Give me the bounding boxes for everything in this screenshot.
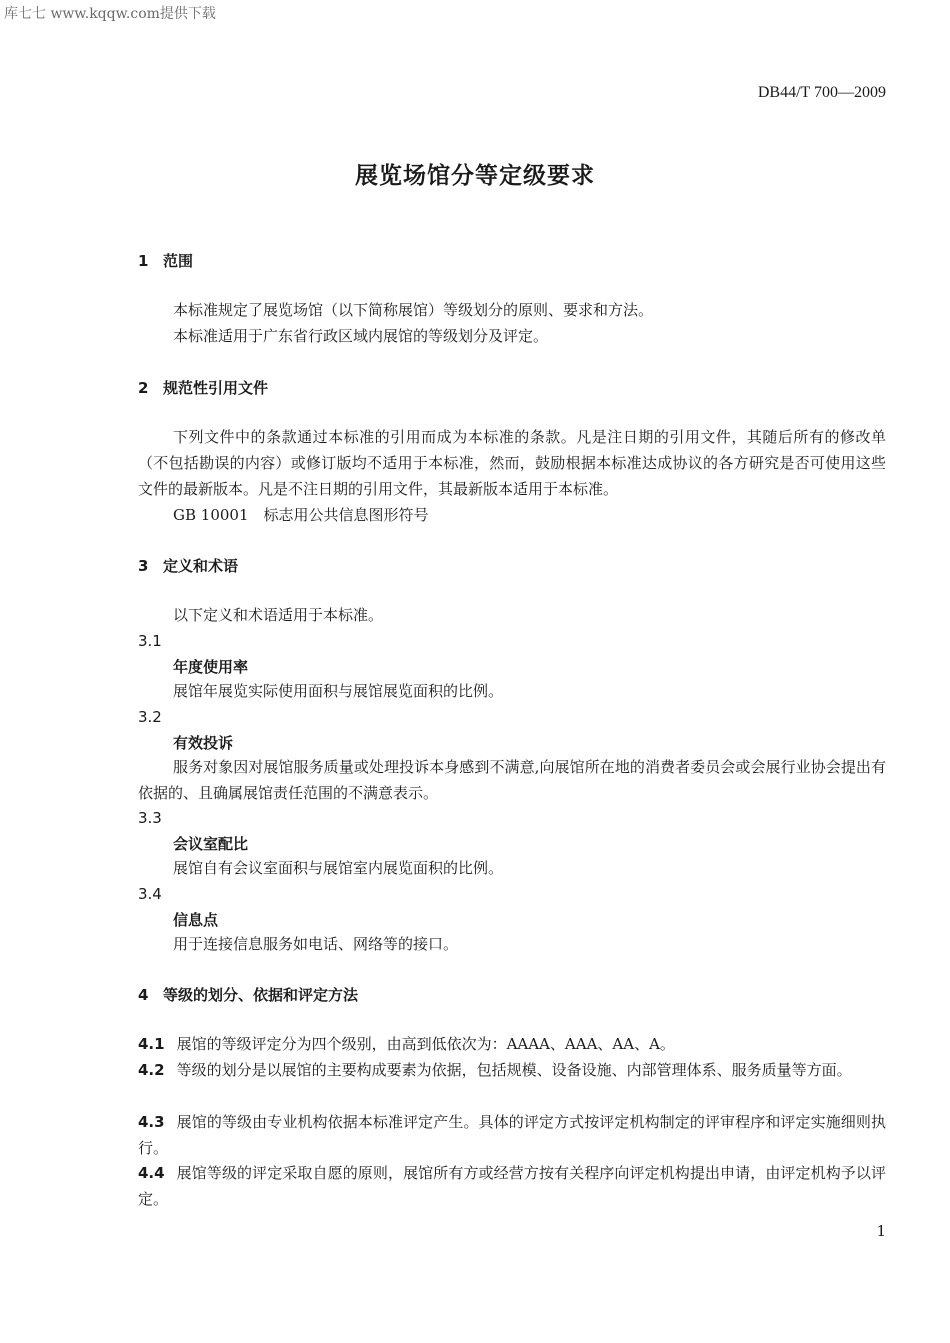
- term-number: 3.2: [138, 708, 162, 726]
- section-title: 范围: [163, 252, 194, 270]
- clause-4-4: [138, 1160, 886, 1212]
- clause-number: 4.1: [138, 1035, 165, 1053]
- term-definition: 展馆自有会议室面积与展馆室内展览面积的比例。: [173, 859, 504, 877]
- term-number: 3.1: [138, 632, 162, 650]
- section-title: 等级的划分、依据和评定方法: [163, 986, 359, 1004]
- page-number: 1: [876, 1222, 886, 1240]
- term-name: 有效投诉: [173, 734, 234, 752]
- clause-4-3: [138, 1109, 886, 1161]
- term-name: 会议室配比: [173, 835, 249, 853]
- term-definition: 展馆年展览实际使用面积与展馆展览面积的比例。: [173, 682, 504, 700]
- term-name: 年度使用率: [173, 658, 249, 676]
- section-number: 3: [138, 557, 149, 575]
- clause-text: 等级的划分是以展馆的主要构成要素为依据，包括规模、设备设施、内部管理体系、服务质量等方面。: [176, 1061, 852, 1079]
- term-definition: 服务对象因对展馆服务质量或处理投诉本身感到不满意,向展馆所在地的消费者委员会或会展行业协会提出有依据的、且确属展馆责任范围的不满意表示。: [138, 758, 886, 802]
- section-2-paragraph: 下列文件中的条款通过本标准的引用而成为本标准的条款。凡是注日期的引用文件，其随后所有的修改单（不包括勘误的内容）或修订版均不适用于本标准，然而，鼓励根据本标准达成协议的各方研究是否可使用这些文件的最新版本。凡是不注日期的引用文件，其最新版本适用于本标准。: [138, 428, 886, 498]
- section-title: 定义和术语: [163, 557, 239, 575]
- clause-4-2: [138, 1057, 886, 1083]
- section-heading-3: [138, 555, 238, 576]
- clause-number: 4.4: [138, 1164, 165, 1182]
- clause-text: 展馆的等级评定分为四个级别，由高到低依次为：AAAA、AAA、AA、A。: [176, 1035, 675, 1053]
- section-1-paragraph-2: 本标准适用于广东省行政区域内展馆的等级划分及评定。: [173, 327, 549, 345]
- clause-4-1: [138, 1031, 886, 1057]
- section-heading-4: [138, 984, 358, 1005]
- section-3-intro: 以下定义和术语适用于本标准。: [173, 606, 384, 624]
- clause-text: 展馆的等级由专业机构依据本标准评定产生。具体的评定方式按评定机构制定的评审程序和评定实施细则执行。: [138, 1113, 886, 1157]
- page-title: 展览场馆分等定级要求: [355, 163, 595, 189]
- section-1-paragraph-1: 本标准规定了展览场馆（以下简称展馆）等级划分的原则、要求和方法。: [173, 301, 654, 319]
- term-name: 信息点: [173, 911, 219, 929]
- section-number: 4: [138, 986, 149, 1004]
- section-heading-2: [138, 377, 268, 398]
- watermark-text: 库七七 www.kqqw.com提供下载: [4, 6, 216, 22]
- term-definition: 用于连接信息服务如电话、网络等的接口。: [173, 935, 459, 953]
- section-title: 规范性引用文件: [163, 379, 269, 397]
- clause-text: 展馆等级的评定采取自愿的原则，展馆所有方或经营方按有关程序向评定机构提出申请，由评定机构予以评定。: [138, 1164, 886, 1208]
- section-number: 1: [138, 252, 149, 270]
- document-number: DB44/T 700—2009: [757, 84, 886, 101]
- section-number: 2: [138, 379, 149, 397]
- clause-number: 4.3: [138, 1113, 165, 1131]
- term-number: 3.4: [138, 885, 162, 903]
- section-heading-1: [138, 250, 193, 271]
- term-number: 3.3: [138, 809, 162, 827]
- normative-reference: GB 10001 标志用公共信息图形符号: [173, 506, 429, 524]
- clause-number: 4.2: [138, 1061, 165, 1079]
